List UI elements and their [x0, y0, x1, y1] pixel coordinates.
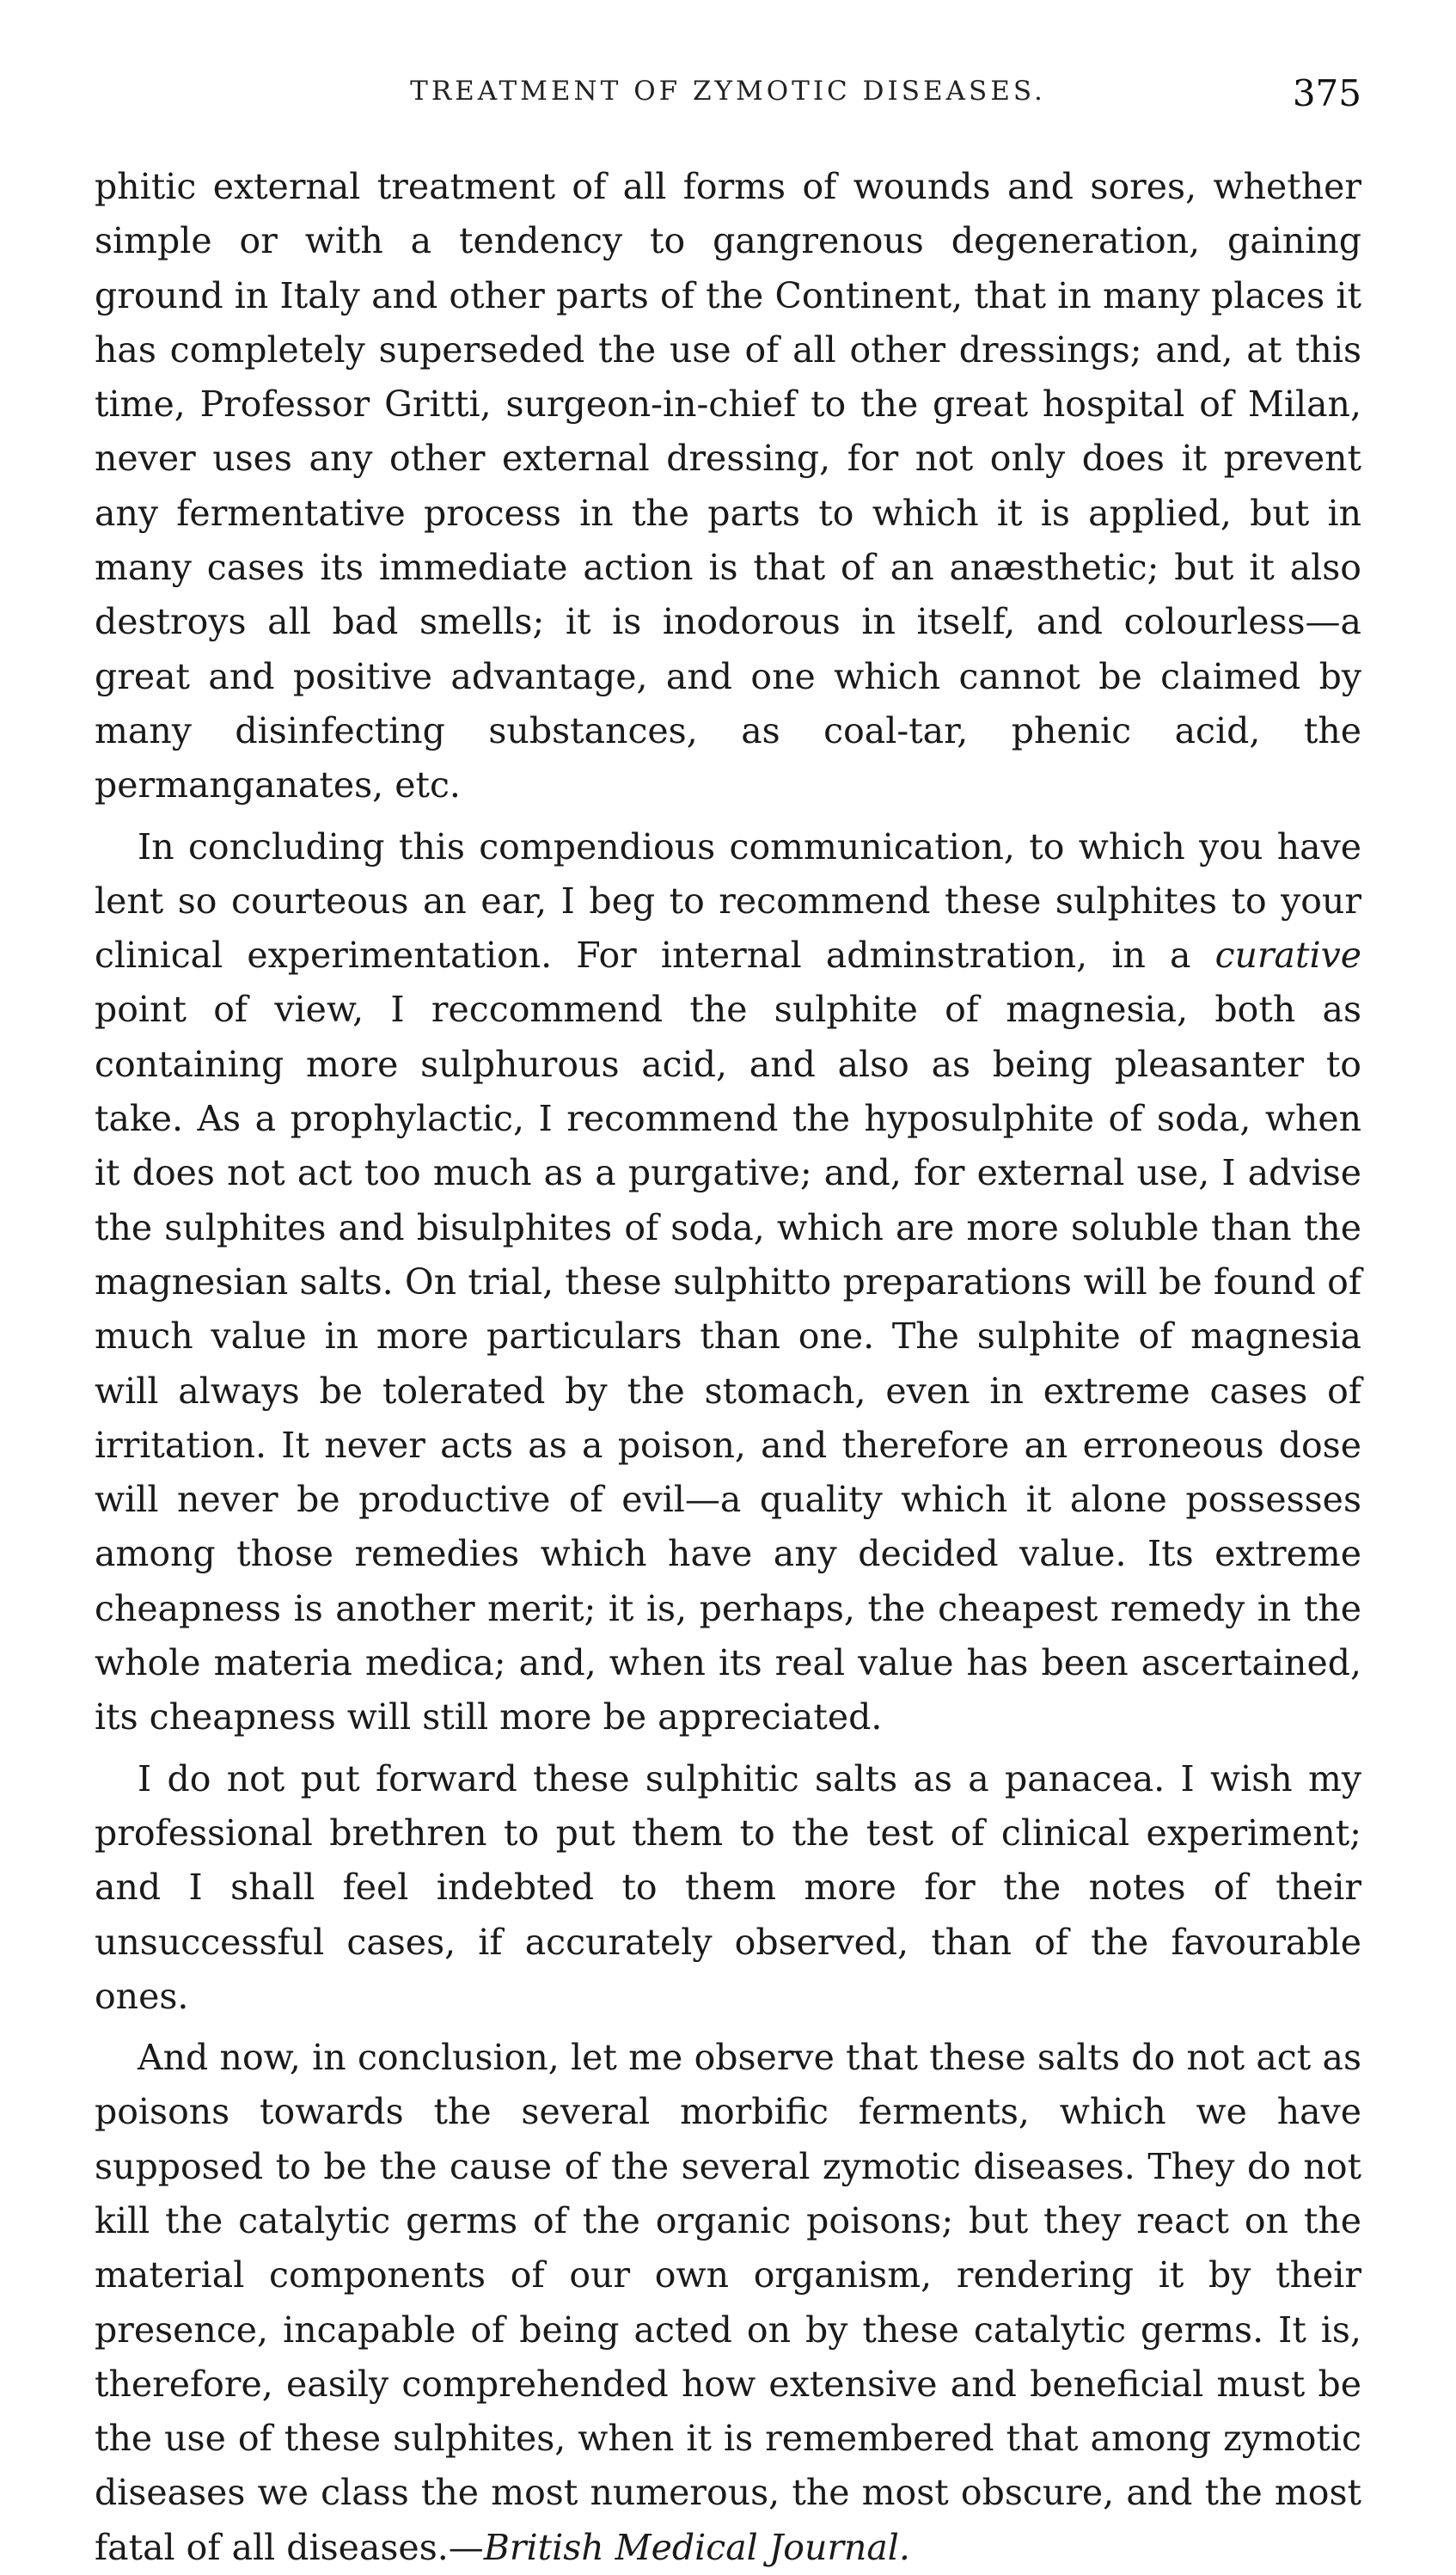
body-text [95, 160, 1361, 2575]
paragraph-text: And now, in conclusion, let me observe that these salts do not act as poisons towards the several morbific ferments, which we have supposed to be the cause of the several zymotic diseases. They do not kill the catalytic germs of the organic poisons; but they react on the material components of our own organism, rendering it by their presence, incapable of being acted on by these catalytic germs. It is, therefore, easily comprehended how extensive and beneficial must be the use of these sulphites, when it is remembered that among zymotic diseases we class the most numerous, the most obscure, and the most fatal of all diseases.— [95, 2037, 1361, 2568]
paragraph-text: In concluding this compendious communication, to which you have lent so courteous an ear, I beg to recommend these sulphites to your clinical experimentation. For internal adminstration, in a [95, 825, 1361, 977]
source-citation: British Medical Journal. [483, 2526, 910, 2568]
emphasized-word: curative [1214, 935, 1361, 977]
running-head [95, 72, 1361, 124]
paragraph-continuation: phitic external treatment of all forms of wounds and sores, whether simple or with a tendency to gangrenous degeneration, gaining ground in Italy and other parts of the Continent, that in many places it has completely superseded the use of all other dressings; and, at this time, Professor Gritti, surgeon-in-chief to the great hospital of Milan, never uses any other external dressing, for not only does it prevent any fermentative process in the parts to which it is applied, but in many cases its immediate action is that of an anæsthetic; but it also destroys all bad smells; it is inodorous in itself, and colourless—a great and positive advantage, and one which cannot be claimed by many disinfecting substances, as coal-tar, phenic acid, the permanganates, etc. [95, 166, 1361, 806]
running-title: TREATMENT OF ZYMOTIC DISEASES. [410, 76, 1046, 107]
paragraph-text: point of view, I reccommend the sulphite of magnesia, both as containing more sulphurous acid, and also as being pleasanter to take. As a prophylactic, I recommend the hyposulphite of soda, when it does not act too much as a purgative; and, for external use, I advise the sulphites and bisulphites of soda, which are more soluble than the magnesian salts. On trial, these sulphitto preparations will be found of much value in more particulars than one. The sulphite of magnesia will always be tolerated by the stomach, even in extreme cases of irritation. It never acts as a poison, and therefore an erroneous dose will never be productive of evil—a quality which it alone possesses among those remedies which have any decided value. Its extreme cheapness is another merit; it is, perhaps, the cheapest remedy in the whole materia medica; and, when its real value has been ascertained, its cheapness will still more be appreciated. [95, 989, 1361, 1738]
page-number: 375 [1292, 72, 1361, 114]
paragraph-panacea: I do not put forward these sulphitic salts as a panacea. I wish my professional brethren to put them to the test of clinical experiment; and I shall feel indebted to them more for the notes of their unsuccessful cases, if accurately observed, than of the favourable ones. [95, 1757, 1361, 2017]
paragraph-conclusion [95, 2031, 1361, 2575]
paragraph-recommendation [95, 820, 1361, 1745]
